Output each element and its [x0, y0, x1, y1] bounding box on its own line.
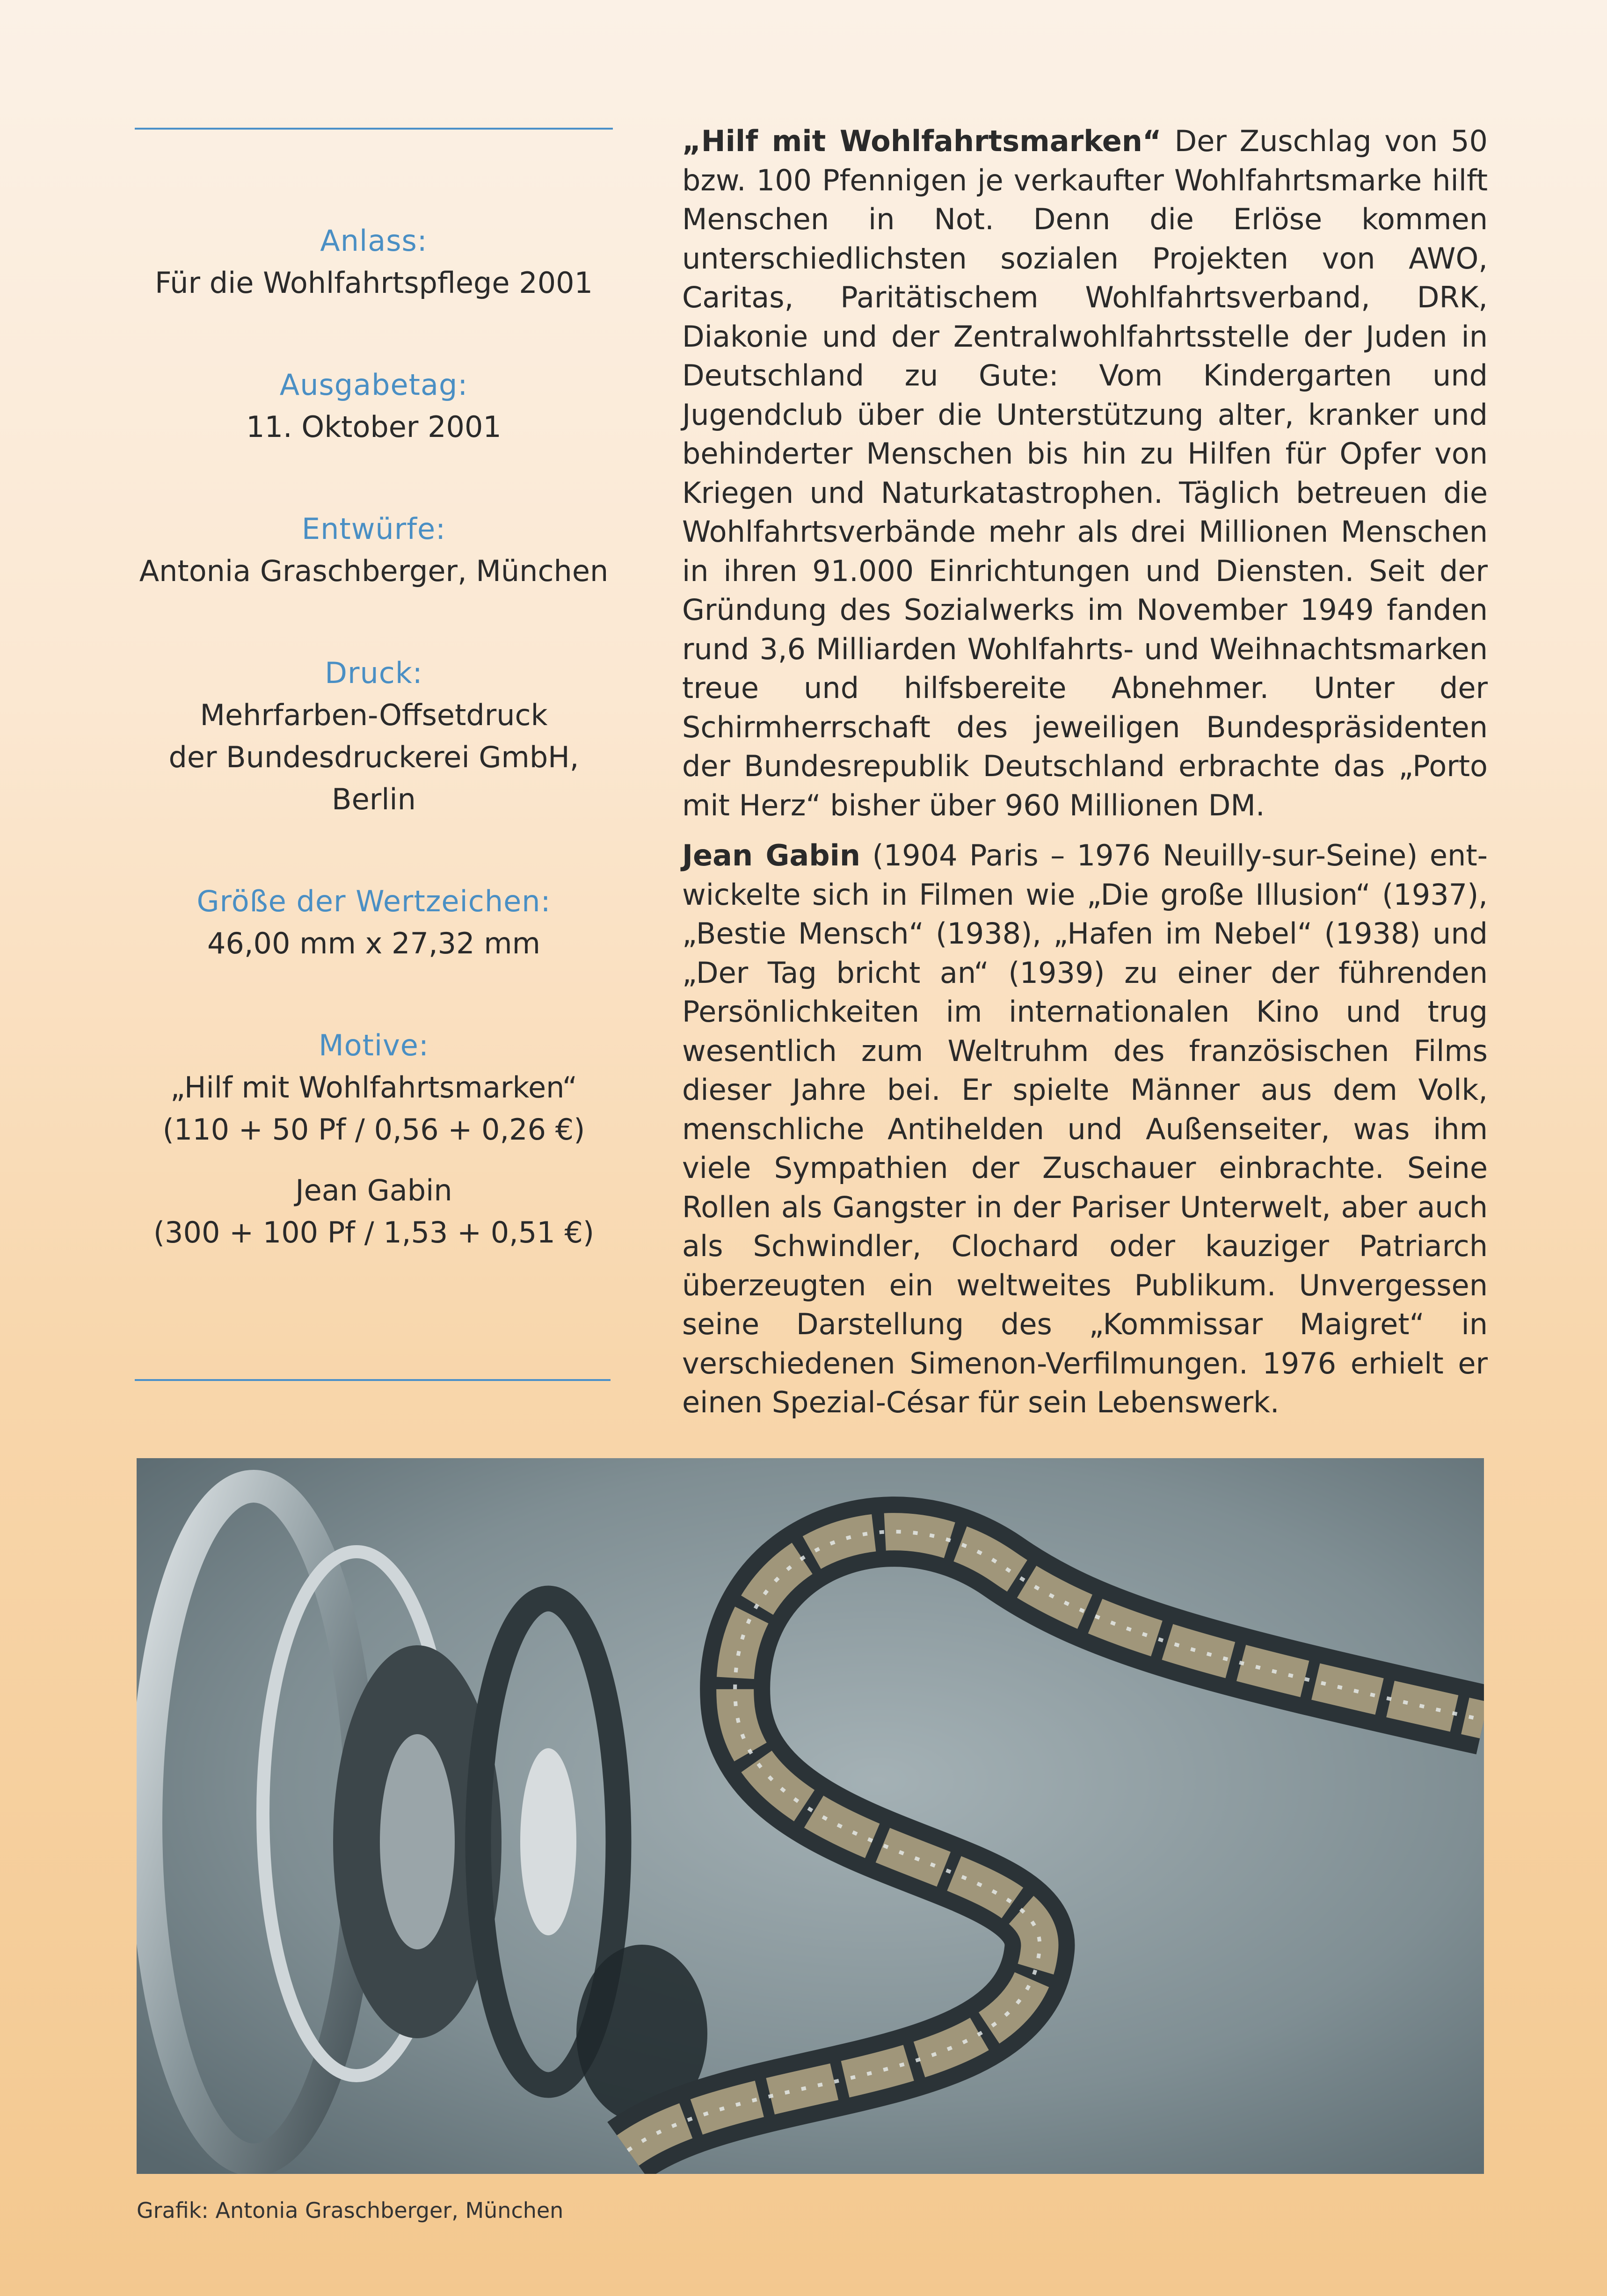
field-occasion [135, 220, 613, 304]
article-welfare [682, 122, 1488, 825]
field-print [135, 652, 613, 821]
article-lead: Jean Gabin [682, 838, 861, 872]
field-label: Motive: [319, 1028, 429, 1062]
field-designs [135, 508, 613, 592]
field-label: Größe der Wertzeichen: [196, 884, 551, 918]
field-value: „Hilf mit Wohlfahrtsmarken“ [170, 1070, 578, 1104]
field-value: Mehrfarben-Offsetdruck [200, 698, 548, 732]
field-value: 11. Oktober 2001 [246, 410, 502, 444]
field-value: Jean Gabin [295, 1173, 452, 1207]
film-reel-illustration [137, 1458, 1484, 2174]
field-value: (300 + 100 Pf / 1,53 + 0,51 €) [153, 1215, 595, 1250]
article-body: (1904 Paris – 1976 Neuilly-sur-Seine) entwickelte sich in Filmen wie „Die große Illusion“ (1937), „Bestie Mensch“ (1938), „Hafen im Nebel“ (1938) und „Der Tag bricht an“ (1939) zu einer der führenden Persönlichkeiten im internationalen Kino und trug wesentlich zum Weltruhm des französischen Films dieser Jahre bei. Er spielte Männer aus dem Volk, menschliche Antihelden und Außenseiter, was ihm viele Sympathien der Zuschauer einbrachte. Seine Rollen als Gangster in der Pariser Unterwelt, aber auch als Schwindler, Clochard oder kauziger Patriarch überzeugten ein weltweites Publikum. Unvergessen seine Darstellung des „Kommissar Maigret“ in verschiedenen Simenon-Verfilmungen. 1976 erhielt er einen Spezial-César für sein Lebenswerk. [682, 838, 1488, 1419]
field-issue-date [135, 364, 613, 448]
article-text [682, 122, 1488, 1433]
field-stamp-size [135, 880, 613, 965]
bottom-divider [135, 1379, 611, 1381]
field-motifs [135, 1024, 613, 1254]
article-lead: „Hilf mit Wohlfahrtsmarken“ [682, 124, 1162, 158]
article-body: Der Zuschlag von 50 bzw. 100 Pfennigen je verkaufter Wohlfahrtsmarke hilft Menschen in Not. Denn die Erlöse kommen unterschiedlichsten sozialen Projekten von AWO, Caritas, Paritätischem Wohlfahrtsverband, DRK, Diakonie und der Zentralwohlfahrtsstelle der Juden in Deutschland zu Gute: Vom Kindergarten und Jugendclub über die Unterstützung alter, kranker und behinderter Menschen bis hin zu Hilfen für Opfer von Kriegen und Naturkatastrophen. Täglich betreuen die Wohlfahrtsverbände mehr als drei Millionen Menschen in ihren 91.000 Einrichtungen und Diensten. Seit der Gründung des Sozialwerks im November 1949 fanden rund 3,6 Milliarden Wohlfahrts- und Weihnachtsmarken treue und hilfsbereite Abnehmer. Unter der Schirmherrschaft des jeweiligen Bundespräsidenten der Bundesrepublik Deutschland erbrachte das „Porto mit Herz“ bisher über 960 Millionen DM. [682, 124, 1488, 822]
field-value: der Bundesdruckerei GmbH, [168, 740, 579, 774]
field-value: Für die Wohlfahrtspflege 2001 [154, 266, 593, 300]
field-label: Druck: [325, 656, 423, 690]
top-divider [135, 128, 613, 130]
second-motif [135, 1170, 613, 1254]
stamp-details [135, 220, 613, 1314]
field-value: 46,00 mm x 27,32 mm [207, 926, 541, 960]
field-label: Entwürfe: [301, 512, 446, 546]
field-label: Ausgabetag: [279, 368, 468, 402]
field-value: (110 + 50 Pf / 0,56 + 0,26 €) [162, 1112, 585, 1147]
field-value: Berlin [332, 782, 416, 816]
field-label: Anlass: [320, 224, 428, 258]
article-gabin [682, 836, 1488, 1422]
graphic-credit: Grafik: Antonia Graschberger, München [137, 2198, 564, 2223]
field-value: Antonia Graschberger, München [139, 554, 609, 588]
